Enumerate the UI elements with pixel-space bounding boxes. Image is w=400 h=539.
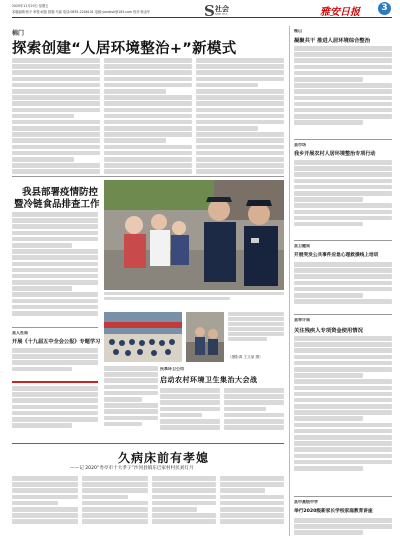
brief-3-kicker: 县卫健局 xyxy=(294,244,310,248)
bottom-feature-text-3 xyxy=(152,476,216,536)
brief-3-headline: 开展突发公共事件应急心理救援线上培训 xyxy=(294,253,379,258)
page-number: 3 xyxy=(381,3,388,13)
right-column-divider xyxy=(289,26,290,536)
paper-logo: 雅安日报 xyxy=(320,7,360,18)
left-bottom-accent xyxy=(12,381,98,383)
issue-date: 2020年11月20日 星期五 xyxy=(12,4,49,8)
secondary-photo-2 xyxy=(186,312,224,362)
brief-2-kicker: 县市场 xyxy=(294,143,306,147)
middle-story-text-2 xyxy=(224,388,284,440)
brief-1-text xyxy=(294,46,392,138)
bottom-feature-rule xyxy=(12,443,284,444)
lead-text-col2 xyxy=(104,58,192,178)
left-story-headline-1: 我县部署疫情防控 xyxy=(22,187,99,198)
page-number-badge xyxy=(378,2,391,15)
section-name-en: SHE HUI xyxy=(215,12,228,16)
lead-kicker: 棉门 xyxy=(12,30,25,37)
left-rule-1 xyxy=(12,327,98,328)
middle-story-kicker: 民革环卫公司 xyxy=(160,367,184,371)
section-name: 社会 xyxy=(215,5,229,13)
lead-bottom-rule xyxy=(12,176,284,177)
left-bottom-headline: 开展《十九届五中全会公报》专题学习 xyxy=(12,339,101,345)
brief-4-kicker: 县审计局 xyxy=(294,318,310,322)
secondary-photo-2-image xyxy=(186,312,224,362)
main-photo-image xyxy=(104,180,284,290)
lower-mid-text xyxy=(104,366,158,438)
secondary-photo-caption-text xyxy=(228,312,284,356)
brief-3-text xyxy=(294,262,392,312)
brief-rule-4 xyxy=(294,496,392,497)
left-bottom-kicker: 县人社局 xyxy=(12,331,28,335)
brief-4-text xyxy=(294,336,392,496)
left-bottom-text-2 xyxy=(12,386,98,441)
brief-2-text xyxy=(294,160,392,238)
brief-rule-1 xyxy=(294,139,392,140)
main-photo xyxy=(104,180,284,290)
bottom-feature-subhead: ——记 2020“寿亭市十大孝子”沙河县镇东巴家村村民刘灯月 xyxy=(70,466,194,471)
brief-5-kicker: 县中高级中学 xyxy=(294,500,318,504)
middle-story-headline: 启动农村环境卫生集治大会战 xyxy=(160,376,258,384)
lead-headline: 探索创建“人居环境整治+”新模式 xyxy=(12,41,237,57)
brief-rule-3 xyxy=(294,314,392,315)
brief-5-headline: 举行2020级新家长学校家庭教育讲座 xyxy=(294,509,373,514)
lead-text-col1 xyxy=(12,58,100,178)
middle-story-text-1 xyxy=(160,388,220,440)
brief-1-headline: 凝聚共干 推进人居环境综合整治 xyxy=(294,38,371,44)
photo-caption-text xyxy=(104,292,284,306)
photo-credit: （摄影鸿 王文莱 摄） xyxy=(228,355,263,359)
bottom-feature-headline: 久病床前有孝媳 xyxy=(118,451,210,465)
left-story-headline-2: 暨冷链食品排查工作 xyxy=(14,199,100,210)
editor-strip: 本版编辑:张平 审校:何凯 排版:马丽 电话:0835-2246101 电邮:yaxrbsh@163.com 校对:杨金华 xyxy=(12,10,151,14)
section-letter: S xyxy=(204,2,215,20)
lead-text-col3 xyxy=(196,58,284,178)
bottom-feature-text-1 xyxy=(12,476,78,536)
brief-rule-2 xyxy=(294,240,392,241)
brief-1-kicker: 锥山 xyxy=(294,29,302,33)
bottom-feature-text-4 xyxy=(220,476,284,536)
brief-5-text xyxy=(294,518,392,536)
brief-4-headline: 关注残疾人专项资金使用情况 xyxy=(294,328,363,334)
left-bottom-text xyxy=(12,348,98,378)
secondary-photo-1 xyxy=(104,312,182,362)
left-story-text xyxy=(12,212,98,324)
bottom-feature-text-2 xyxy=(82,476,148,536)
brief-2-headline: 我乡开展农村人居环境整治专项行动 xyxy=(294,151,376,157)
secondary-photo-1-image xyxy=(104,312,182,362)
